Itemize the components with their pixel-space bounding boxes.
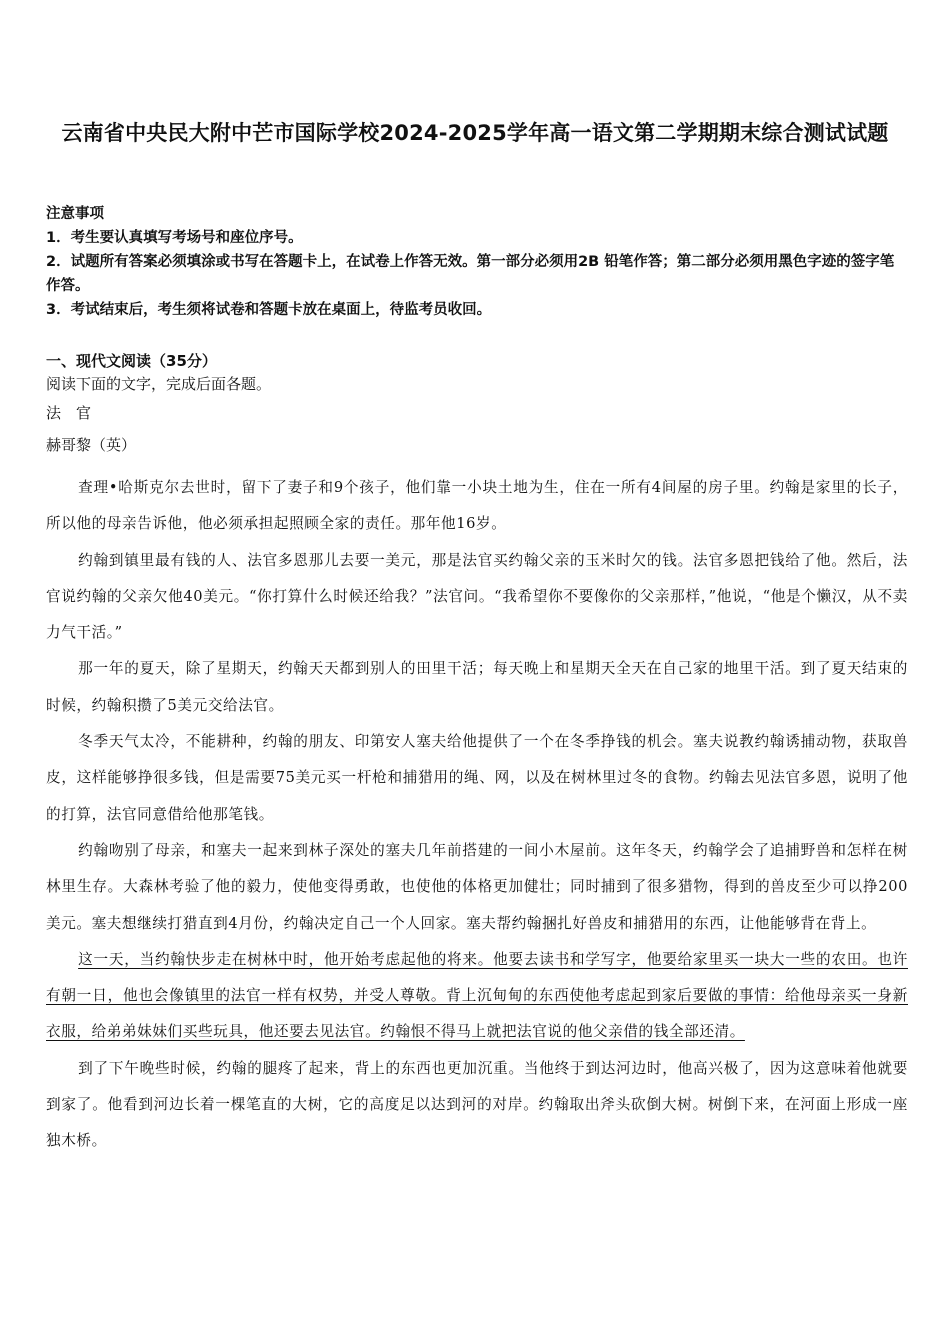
story-paragraph: 查理•哈斯克尔去世时，留下了妻子和9个孩子，他们靠一小块土地为生，住在一所有4间屋的房子里。约翰是家里的长子，所以他的母亲告诉他，他必须承担起照顾全家的责任。那年他16岁。 xyxy=(46,479,908,533)
story-author: 赫哥黎（英） xyxy=(46,436,137,454)
notice-block xyxy=(46,202,908,322)
notice-heading: 注意事项 xyxy=(46,206,104,222)
story-paragraph: 冬季天气太冷，不能耕种，约翰的朋友、印第安人塞夫给他提供了一个在冬季挣钱的机会。塞夫说教约翰诱捕动物，获取兽皮，这样能够挣很多钱，但是需要75美元买一杆枪和捕猎用的绳、网，以及在树林里过冬的食物。约翰去见法官多恩，说明了他的打算，法官同意借给他那笔钱。 xyxy=(46,733,908,823)
story-paragraph: 约翰到镇里最有钱的人、法官多恩那儿去要一美元，那是法官买约翰父亲的玉米时欠的钱。法官多恩把钱给了他。然后，法官说约翰的父亲欠他40美元。“你打算什么时候还给我？”法官问。“我希望你不要像你的父亲那样，”他说，“他是个懒汉，从不卖力气干活。” xyxy=(46,551,908,642)
story-paragraph: 到了下午晚些时候，约翰的腿疼了起来，背上的东西也更加沉重。当他终于到达河边时，他高兴极了，因为这意味着他就要到家了。他看到河边长着一棵笔直的大树，它的高度足以达到河的对岸。约翰取出斧头砍倒大树。树倒下来，在河面上形成一座独木桥。 xyxy=(46,1059,908,1150)
story-paragraph: 约翰吻别了母亲，和塞夫一起来到林子深处的塞夫几年前搭建的一间小木屋前。这年冬天，约翰学会了追捕野兽和怎样在树林里生存。大森林考验了他的毅力，使他变得勇敢，也使他的体格更加健壮；同时捕到了很多猎物，得到的兽皮至少可以挣200美元。塞夫想继续打猎直到4月份，约翰决定自己一个人回家。塞夫帮约翰捆扎好兽皮和捕猎用的东西，让他能够背在背上。 xyxy=(46,841,908,932)
story-title: 法 官 xyxy=(46,404,92,422)
underlined-paragraph: 这一天，当约翰快步走在树林中时，他开始考虑起他的将来。他要去读书和学写字，他要给家里买一块大一些的农田。也许有朝一日，他也会像镇里的法官一样有权势，并受人尊敬。背上沉甸甸的东西使他考虑起到家后要做的事情：给他母亲买一身新衣服，给弟弟妹妹们买些玩具，他还要去见法官。约翰恨不得马上就把法官说的他父亲借的钱全部还清。 xyxy=(46,950,908,1041)
notice-item: 3．考试结束后，考生须将试卷和答题卡放在桌面上，待监考员收回。 xyxy=(46,302,492,318)
notice-item: 2．试题所有答案必须填涂或书写在答题卡上，在试卷上作答无效。第一部分必须用2B 铅笔作答；第二部分必须用黑色字迹的签字笔作答。 xyxy=(46,254,895,294)
exam-title: 云南省中央民大附中芒市国际学校2024-2025学年高一语文第二学期期末综合测试试题 xyxy=(61,121,889,145)
notice-item: 1．考生要认真填写考场号和座位序号。 xyxy=(46,230,303,246)
story-paragraph: 那一年的夏天，除了星期天，约翰天天都到别人的田里干活；每天晚上和星期天全天在自己家的地里干活。到了夏天结束的时候，约翰积攒了5美元交给法官。 xyxy=(46,660,908,714)
reading-section xyxy=(46,350,908,464)
section-instruction: 阅读下面的文字，完成后面各题。 xyxy=(46,375,272,393)
section-heading: 一、现代文阅读（35分） xyxy=(46,352,217,370)
story-body xyxy=(46,470,908,1160)
